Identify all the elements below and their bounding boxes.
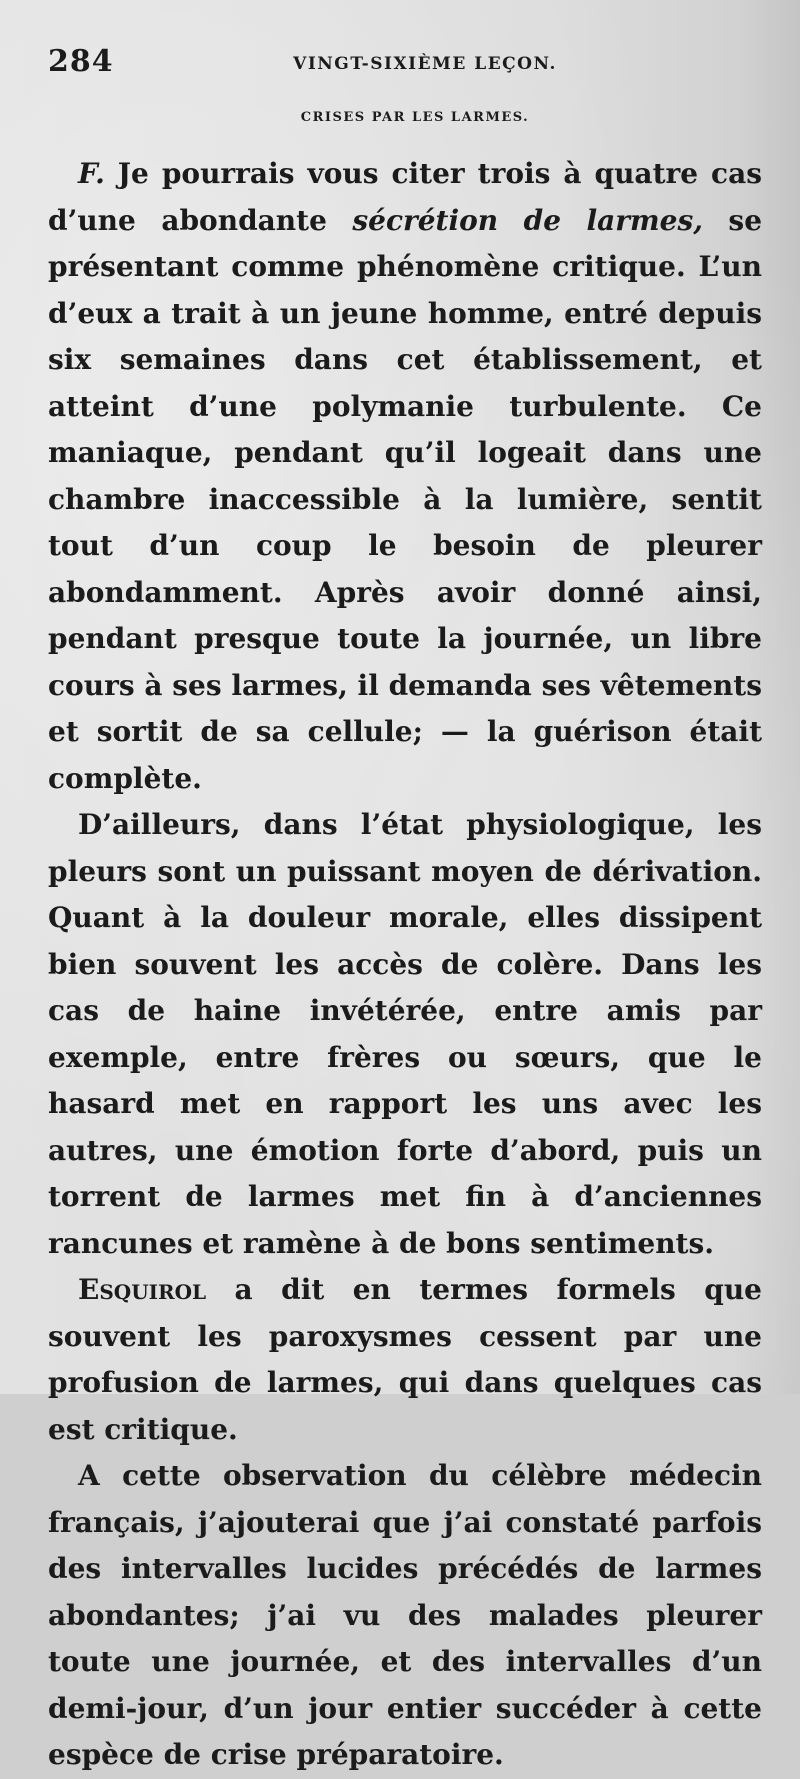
section-heading: CRISES PAR LES LARMES. xyxy=(300,110,530,125)
paragraph-1-lead: F. xyxy=(78,157,105,190)
paragraph-1 xyxy=(48,151,762,802)
paragraph-1-italic: sécrétion de larmes, xyxy=(352,203,703,237)
paragraph-4: A cette observation du célèbre médecin français, j’ajouterai que j’ai constaté parfois des intervalles lucides précédés de larmes abondantes; j’ai vu des malades pleurer toute une journée, et des intervalles d’un demi-jour, d’un jour entier succéder à cette espèce de crise préparatoire. xyxy=(48,1459,762,1771)
paragraph-3-author: Esquirol xyxy=(78,1273,207,1306)
page-number: 284 xyxy=(48,44,114,79)
paragraph-2: D’ailleurs, dans l’état physiologique, les pleurs sont un puissant moyen de dérivation. Quant à la douleur morale, elles dissipent bien souvent les accès de colère. Dans les cas de haine invétérée, entre amis par exemple, entre frères ou sœurs, que le hasard met en rapport les uns avec les autres, une émotion forte d’abord, puis un torrent de larmes met fin à d’anciennes rancunes et ramène à de bons sentiments. xyxy=(48,808,762,1260)
running-head: VINGT-SIXIÈME LEÇON. xyxy=(293,54,557,74)
paragraph-3 xyxy=(48,1267,762,1453)
paragraph-1-text-b: se présentant comme phénomène critique. L’un d’eux a trait à un jeune homme, entré depuis six semaines dans cet établissement, et atteint d’une polymanie turbulente. Ce maniaque, pendant qu’il logeait dans une chambre inaccessible à la lumière, sentit tout d’un coup le besoin de pleurer abondamment. Après avoir donné ainsi, pendant presque toute la journée, un libre cours à ses larmes, il demanda ses vêtements et sortit de sa cellule; — la guérison était complète. xyxy=(48,203,763,795)
paragraph-1-text-a: Je pourrais vous citer trois à quatre cas d’une abondante xyxy=(48,157,762,237)
paragraph-3-text: a dit en termes formels que souvent les paroxysmes cessent par une profusion de larmes, qui dans quelques cas est critique. xyxy=(48,1273,762,1446)
page-header xyxy=(48,44,762,80)
